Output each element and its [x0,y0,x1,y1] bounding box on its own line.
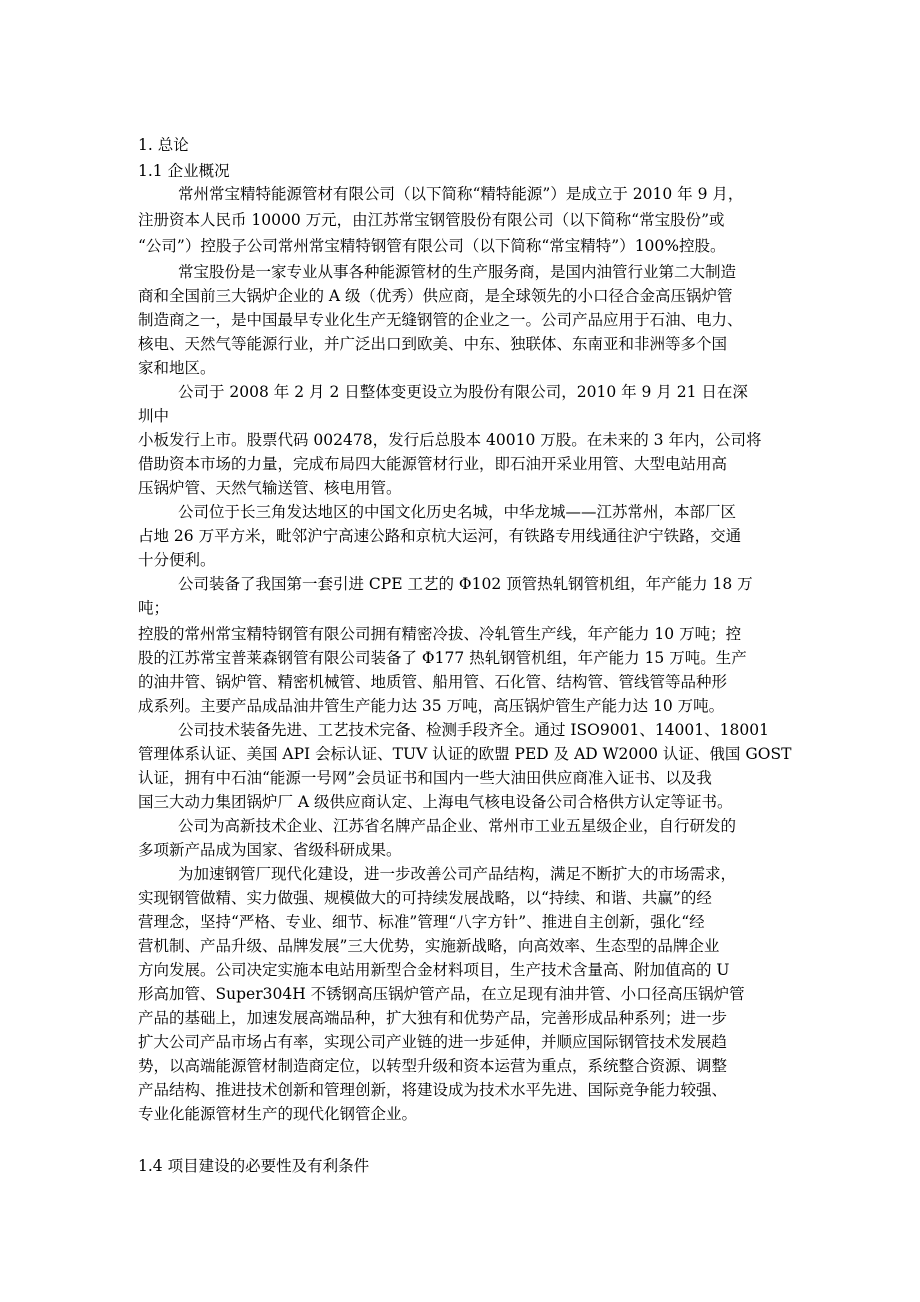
paragraph-line: 常州常宝精特能源管材有限公司（以下简称“精特能源”）是成立于 2010 年 9 月， [178,185,744,203]
paragraph-line: 借助资本市场的力量，完成布局四大能源管材行业，即石油开采业用管、大型电站用高 [138,455,728,473]
paragraph-line: 产品结构、推进技术创新和管理创新，将建设成为技术水平先进、国际竞争能力较强、 [138,1081,728,1099]
section-heading: 1. 总论 [138,136,189,154]
paragraph-line: 营理念，坚持“严格、专业、细节、标准”管理“八字方针”、推进自主创新，强化“经 [138,913,705,931]
paragraph-line: 多项新产品成为国家、省级科研成果。 [138,841,402,859]
paragraph-line: 公司技术装备先进、工艺技术完备、检测手段齐全。通过 ISO9001、14001、18001 [178,721,769,739]
subsection-heading: 1.4 项目建设的必要性及有利条件 [138,1157,370,1175]
paragraph-line: 压锅炉管、天然气输送管、核电用管。 [138,479,402,497]
paragraph-line: 扩大公司产品市场占有率，实现公司产业链的进一步延伸，并顺应国际钢管技术发展趋 [138,1033,728,1051]
paragraph-line: 占地 26 万平方米，毗邻沪宁高速公路和京杭大运河，有铁路专用线通往沪宁铁路，交通 [138,527,742,545]
paragraph-line: 公司于 2008 年 2 月 2 日整体变更设立为股份有限公司，2010 年 9 月 21 日在深 [178,383,748,401]
paragraph-line: 常宝股份是一家专业从事各种能源管材的生产服务商，是国内油管行业第二大制造 [178,263,737,281]
paragraph-line: 为加速钢管厂现代化建设，进一步改善公司产品结构，满足不断扩大的市场需求， [178,865,737,883]
paragraph-line: 核电、天然气等能源行业，并广泛出口到欧美、中东、独联体、东南亚和非洲等多个国 [138,335,728,353]
paragraph-line: 公司为高新技术企业、江苏省名牌产品企业、常州市工业五星级企业，自行研发的 [178,817,737,835]
paragraph-line: 小板发行上市。股票代码 002478，发行后总股本 40010 万股。在未来的 3 年内，公司将 [138,431,762,449]
paragraph-line: 公司位于长三角发达地区的中国文化历史名城，中华龙城——江苏常州，本部厂区 [178,503,737,521]
paragraph-line: 产品的基础上，加速发展高端品种，扩大独有和优势产品，完善形成品种系列；进一步 [138,1009,728,1027]
paragraph-line: 的油井管、锅炉管、精密机械管、地质管、船用管、石化管、结构管、管线管等品种形 [138,673,728,691]
paragraph-line: 圳中 [138,407,170,425]
paragraph-line: 国三大动力集团锅炉厂 A 级供应商认定、上海电气核电设备公司合格供方认定等证书。 [138,793,733,811]
paragraph-line: 十分便利。 [138,551,216,569]
paragraph-line: 控股的常州常宝精特钢管有限公司拥有精密冷拔、冷轧管生产线，年产能力 10 万吨；控 [138,625,742,643]
subsection-heading: 1.1 企业概况 [138,162,230,180]
paragraph-line: “公司”）控股子公司常州常宝精特钢管有限公司（以下简称“常宝精特”）100%控股。 [138,237,726,255]
paragraph-line: 商和全国前三大锅炉企业的 A 级（优秀）供应商，是全球领先的小口径合金高压锅炉管 [138,287,733,305]
paragraph-line: 认证，拥有中石油“能源一号网”会员证书和国内一些大油田供应商准入证书、以及我 [138,769,712,787]
paragraph-line: 家和地区。 [138,359,216,377]
paragraph-line: 营机制、产品升级、品牌发展”三大优势，实施新战略，向高效率、生态型的品牌企业 [138,937,720,955]
paragraph-line: 吨； [138,599,170,617]
paragraph-line: 实现钢管做精、实力做强、规模做大的可持续发展战略，以“持续、和谐、共赢”的经 [138,889,712,907]
paragraph-line: 公司装备了我国第一套引进 CPE 工艺的 Φ102 顶管热轧钢管机组，年产能力 18 万 [178,575,753,593]
paragraph-line: 形高加管、Super304H 不锈钢高压锅炉管产品，在立足现有油井管、小口径高压锅炉管 [138,985,745,1003]
paragraph-line: 势，以高端能源管材制造商定位，以转型升级和资本运营为重点，系统整合资源、调整 [138,1057,728,1075]
paragraph-line: 专业化能源管材生产的现代化钢管企业。 [138,1105,418,1123]
paragraph-line: 注册资本人民币 10000 万元，由江苏常宝钢管股份有限公司（以下简称“常宝股份”或 [138,211,725,229]
paragraph-line: 成系列。主要产品成品油井管生产能力达 35 万吨，高压锅炉管生产能力达 10 万吨。 [138,697,725,715]
paragraph-line: 股的江苏常宝普莱森钢管有限公司装备了 Φ177 热轧钢管机组，年产能力 15 万吨。生产 [138,649,747,667]
paragraph-line: 制造商之一，是中国最早专业化生产无缝钢管的企业之一。公司产品应用于石油、电力、 [138,311,743,329]
paragraph-line: 方向发展。公司决定实施本电站用新型合金材料项目，生产技术含量高、附加值高的 U [138,961,730,979]
paragraph-line: 管理体系认证、美国 API 会标认证、TUV 认证的欧盟 PED 及 AD W2000 认证、俄国 GOST [138,745,792,763]
